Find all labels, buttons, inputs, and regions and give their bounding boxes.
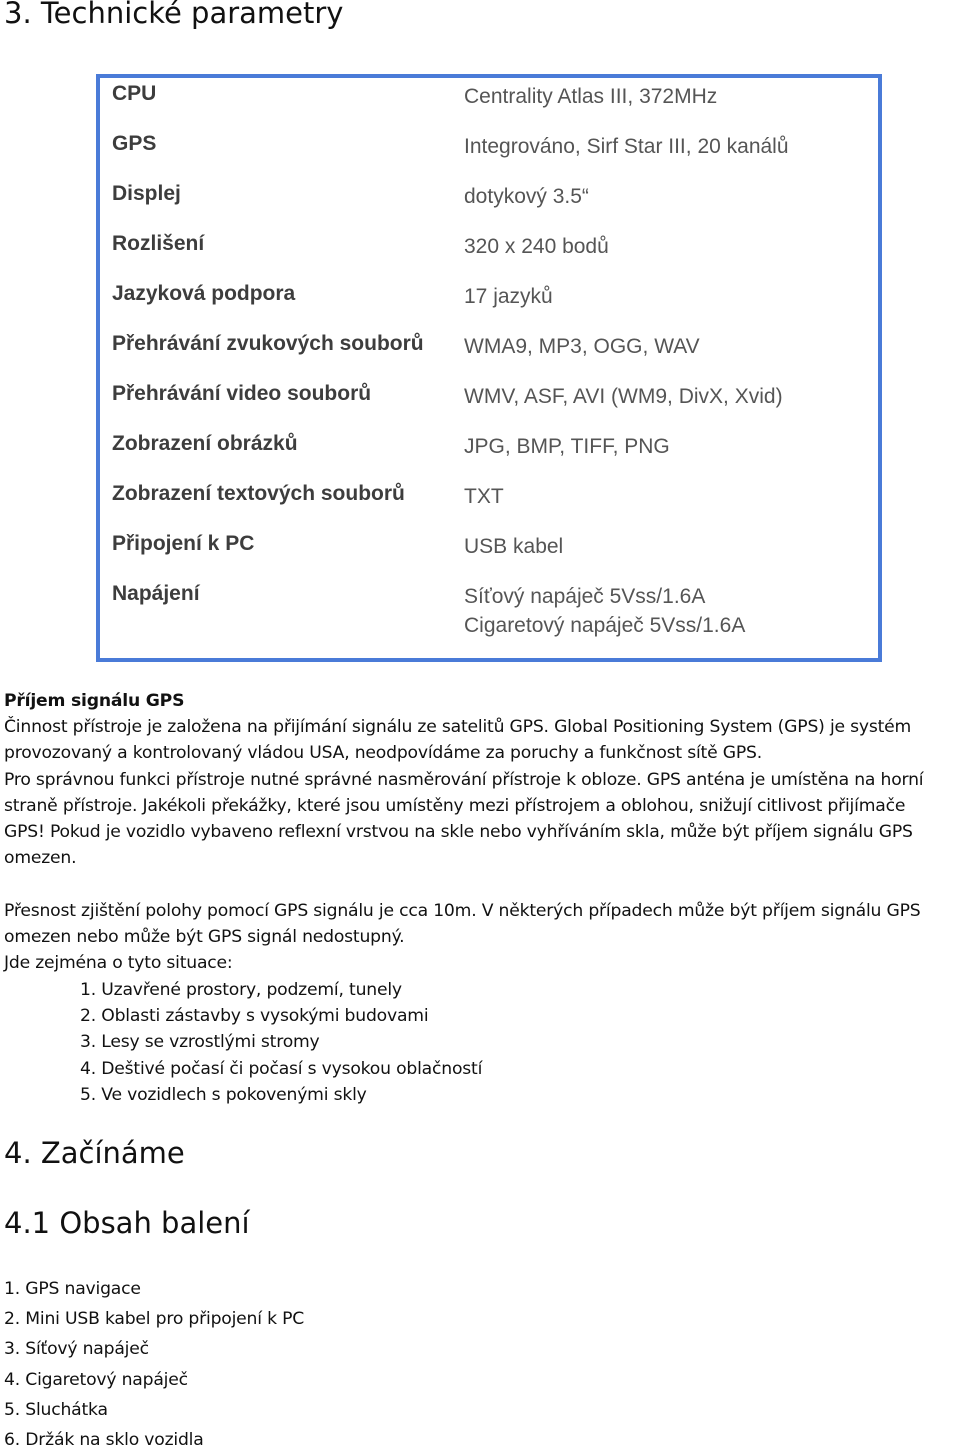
spec-label: Displej [112, 182, 181, 205]
paragraph-line: straně přístroje. Jakékoli překážky, které jsou umístěny mezi přístrojem a oblohou, snižují citlivost přijímače [4, 795, 906, 816]
spec-label: Rozlišení [112, 232, 205, 255]
paragraph-line: Pro správnou funkci přístroje nutné správné nasměrování přístroje k obloze. GPS anténa je umístěna na horní [4, 769, 924, 790]
spec-label: Napájení [112, 582, 200, 605]
list-item: 6. Držák na sklo vozidla [4, 1430, 204, 1451]
gps-signal-section [4, 688, 960, 871]
spec-label: Jazyková podpora [112, 282, 296, 305]
list-item: 3. Síťový napáječ [4, 1339, 149, 1360]
spec-table [96, 74, 882, 662]
spec-label: Zobrazení obrázků [112, 432, 298, 455]
list-item: 2. Mini USB kabel pro připojení k PC [4, 1309, 305, 1330]
gps-signal-heading: Příjem signálu GPS [4, 691, 185, 711]
spec-value: TXT [464, 485, 504, 508]
spec-value-line: Cigaretový napáječ 5Vss/1.6A [464, 614, 746, 637]
paragraph-line: omezen. [4, 848, 77, 869]
spec-value: Integrováno, Sirf Star III, 20 kanálů [464, 135, 789, 158]
accuracy-paragraph [4, 898, 960, 977]
spec-value: WMA9, MP3, OGG, WAV [464, 335, 700, 358]
paragraph-line: Jde zejména o tyto situace: [4, 953, 233, 974]
list-item: 1. Uzavřené prostory, podzemí, tunely [80, 980, 402, 1000]
spec-value [464, 582, 745, 640]
spec-value: USB kabel [464, 535, 564, 558]
spec-value: JPG, BMP, TIFF, PNG [464, 435, 670, 458]
spec-value: dotykový 3.5“ [464, 185, 589, 208]
list-item: 5. Ve vozidlech s pokovenými skly [80, 1084, 367, 1105]
section-3-title: 3. Technické parametry [4, 0, 344, 30]
spec-label: CPU [112, 82, 157, 105]
spec-label: GPS [112, 132, 157, 155]
paragraph-line: Přesnost zjištění polohy pomocí GPS signálu je cca 10m. V některých případech může být příjem signálu GPS [4, 901, 921, 921]
spec-value: WMV, ASF, AVI (WM9, DivX, Xvid) [464, 385, 783, 408]
list-item: 4. Deštivé počasí či počasí s vysokou oblačností [80, 1058, 483, 1079]
section-4-title: 4. Začínáme [4, 1136, 185, 1170]
spec-label: Přehrávání video souborů [112, 382, 372, 405]
list-item: 5. Sluchátka [4, 1399, 108, 1420]
spec-label: Přehrávání zvukových souborů [112, 332, 424, 355]
paragraph-line: omezen nebo může být GPS signál nedostupný. [4, 927, 405, 948]
list-item: 2. Oblasti zástavby s vysokými budovami [80, 1006, 429, 1027]
list-item: 3. Lesy se vzrostlými stromy [80, 1032, 320, 1053]
spec-value: 17 jazyků [464, 285, 553, 308]
section-4-1-title: 4.1 Obsah balení [4, 1206, 250, 1240]
spec-value: 320 x 240 bodů [464, 235, 609, 258]
spec-label: Připojení k PC [112, 532, 255, 555]
spec-value: Centrality Atlas III, 372MHz [464, 85, 718, 108]
situations-list [80, 977, 482, 1108]
list-item: 1. GPS navigace [4, 1279, 141, 1299]
spec-value-line: Síťový napáječ 5Vss/1.6A [464, 585, 706, 608]
paragraph-line: Činnost přístroje je založena na přijímání signálu ze satelitů GPS. Global Positioning System (GPS) je systém [4, 717, 912, 738]
spec-label: Zobrazení textových souborů [112, 482, 405, 505]
paragraph-line: provozovaný a kontrolovaný vládou USA, neodpovídáme za poruchy a funkčnost sítě GPS. [4, 743, 762, 764]
paragraph-line: GPS! Pokud je vozidlo vybaveno reflexní vrstvou na skle nebo vyhříváním skla, může být příjem signálu GPS [4, 822, 913, 843]
list-item: 4. Cigaretový napáječ [4, 1369, 188, 1390]
package-list [4, 1274, 304, 1455]
